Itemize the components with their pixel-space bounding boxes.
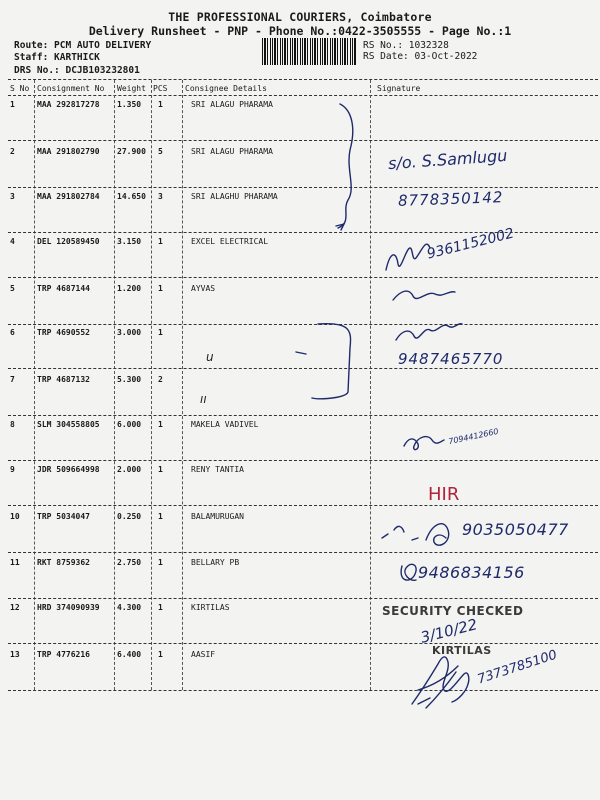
phone-row10: 9035050477: [462, 520, 569, 539]
row-weight: 27.900: [117, 147, 146, 156]
arrow-mark: [336, 224, 344, 230]
row-pcs: 1: [158, 100, 163, 109]
row-divider: [8, 140, 598, 141]
row-divider: [8, 324, 598, 325]
signature-scribble: [393, 291, 455, 300]
row-consignment: JDR 509664998: [37, 465, 100, 474]
signature-scribble: [412, 657, 469, 708]
col-header-consignee: Consignee Details: [185, 84, 267, 93]
rs-date: RS Date: 03-Oct-2022: [363, 51, 478, 62]
mark-row9: HIR: [428, 484, 460, 505]
ditto-mark-row6: u: [206, 350, 214, 364]
row-sno: 6: [10, 328, 15, 337]
row-pcs: 1: [158, 603, 163, 612]
row-consignment: TRP 4687132: [37, 375, 90, 384]
row-consignee: AYVAS: [191, 284, 216, 293]
date-row12: 3/10/22: [418, 615, 480, 647]
row-weight: 2.000: [117, 465, 142, 474]
row-divider: [8, 277, 598, 278]
row-weight: 3.000: [117, 328, 142, 337]
row-sno: 9: [10, 465, 15, 474]
row-consignee: RENY TANTIA: [191, 465, 244, 474]
phone-row6: 9487465770: [398, 350, 504, 368]
row-consignee: AASIF: [191, 650, 216, 659]
table-top-rule: [8, 79, 598, 80]
row-sno: 4: [10, 237, 15, 246]
route-label: Route: PCM AUTO DELIVERY: [14, 40, 152, 51]
row-weight: 4.300: [117, 603, 142, 612]
phone-row3: 8778350142: [397, 188, 504, 210]
row-pcs: 5: [158, 147, 163, 156]
row-divider: [8, 460, 598, 461]
row-sno: 10: [10, 512, 20, 521]
bracket-mark: [312, 324, 351, 399]
row-consignment: HRD 374090939: [37, 603, 100, 612]
row-pcs: 1: [158, 650, 163, 659]
company-title: THE PROFESSIONAL COURIERS, Coimbatore: [168, 10, 432, 24]
row-sno: 5: [10, 284, 15, 293]
row-divider: [8, 187, 598, 188]
row-consignment: MAA 291802790: [37, 147, 100, 156]
col-header-signature: Signature: [377, 84, 421, 93]
row-pcs: 1: [158, 512, 163, 521]
security-checked-stamp: SECURITY CHECKED: [382, 604, 524, 618]
row-sno: 12: [10, 603, 20, 612]
row-weight: 5.300: [117, 375, 142, 384]
phone-row4: 9361152002: [425, 225, 516, 263]
row-consignee: SRI ALAGHU PHARAMA: [191, 192, 278, 201]
phone-row8: 7094412660: [447, 426, 500, 447]
table-header-rule: [8, 95, 598, 96]
row-divider: [8, 598, 598, 599]
row-consignment: DEL 120589450: [37, 237, 100, 246]
row-pcs: 1: [158, 558, 163, 567]
row-divider: [8, 505, 598, 506]
drs-number: DRS No.: DCJB103232801: [14, 65, 140, 76]
signature-scribble: [382, 524, 449, 546]
row-sno: 1: [10, 100, 15, 109]
row-divider: [8, 415, 598, 416]
row-pcs: 1: [158, 284, 163, 293]
signature-scribble: [404, 437, 444, 450]
row-pcs: 1: [158, 465, 163, 474]
row-pcs: 2: [158, 375, 163, 384]
row-weight: 14.650: [117, 192, 146, 201]
row-consignee: SRI ALAGU PHARAMA: [191, 147, 273, 156]
row-weight: 0.250: [117, 512, 142, 521]
row-weight: 6.000: [117, 420, 142, 429]
row-consignment: MAA 291802784: [37, 192, 100, 201]
row-sno: 13: [10, 650, 20, 659]
signature-scribble: [401, 564, 416, 580]
row-pcs: 3: [158, 192, 163, 201]
barcode-graphic: [262, 38, 357, 65]
row-pcs: 1: [158, 237, 163, 246]
row-divider: [8, 643, 598, 644]
row-consignment: MAA 292817278: [37, 100, 100, 109]
col-header-sno: S No: [10, 84, 30, 93]
row-consignee: SRI ALAGU PHARAMA: [191, 100, 273, 109]
signature-scribble: [386, 244, 430, 270]
col-header-weight: Weight: [117, 84, 146, 93]
row-consignee: MAKELA VADIVEL: [191, 420, 259, 429]
row-weight: 1.350: [117, 100, 142, 109]
row-weight: 3.150: [117, 237, 142, 246]
col-header-consignment: Consignment No: [37, 84, 105, 93]
signature-row2: s/o. S.Samlugu: [387, 145, 508, 174]
bracket-mark: [338, 104, 353, 228]
row-consignment: TRP 4690552: [37, 328, 90, 337]
phone-row13: 7373785100: [475, 647, 560, 688]
row-sno: 11: [10, 558, 20, 567]
dash-mark: [296, 352, 306, 354]
signature-scribble: [396, 324, 462, 340]
row-consignment: TRP 5034047: [37, 512, 90, 521]
row-pcs: 1: [158, 420, 163, 429]
row-divider: [8, 368, 598, 369]
row-consignee: BELLARY PB: [191, 558, 240, 567]
ditto-mark-row7: ıı: [200, 392, 207, 406]
row-consignment: TRP 4687144: [37, 284, 90, 293]
row-sno: 3: [10, 192, 15, 201]
row-consignment: TRP 4776216: [37, 650, 90, 659]
row-pcs: 1: [158, 328, 163, 337]
kirtilas-stamp: KIRTILAS: [432, 644, 492, 657]
row-consignee: EXCEL ELECTRICAL: [191, 237, 269, 246]
row-weight: 6.400: [117, 650, 142, 659]
row-divider: [8, 552, 598, 553]
row-consignment: SLM 304558805: [37, 420, 100, 429]
col-header-pcs: PCS: [153, 84, 168, 93]
runsheet-subtitle: Delivery Runsheet - PNP - Phone No.:0422-3505555 - Page No.:1: [88, 24, 512, 38]
phone-row11: 9486834156: [418, 563, 525, 582]
row-consignee: KIRTILAS: [191, 603, 230, 612]
row-divider: [8, 690, 598, 691]
row-sno: 8: [10, 420, 15, 429]
row-consignment: RKT 8759362: [37, 558, 90, 567]
row-weight: 1.200: [117, 284, 142, 293]
staff-label: Staff: KARTHICK: [14, 52, 100, 63]
rs-number: RS No.: 1032328: [363, 40, 449, 51]
row-sno: 2: [10, 147, 15, 156]
row-consignee: BALAMURUGAN: [191, 512, 244, 521]
row-sno: 7: [10, 375, 15, 384]
row-weight: 2.750: [117, 558, 142, 567]
